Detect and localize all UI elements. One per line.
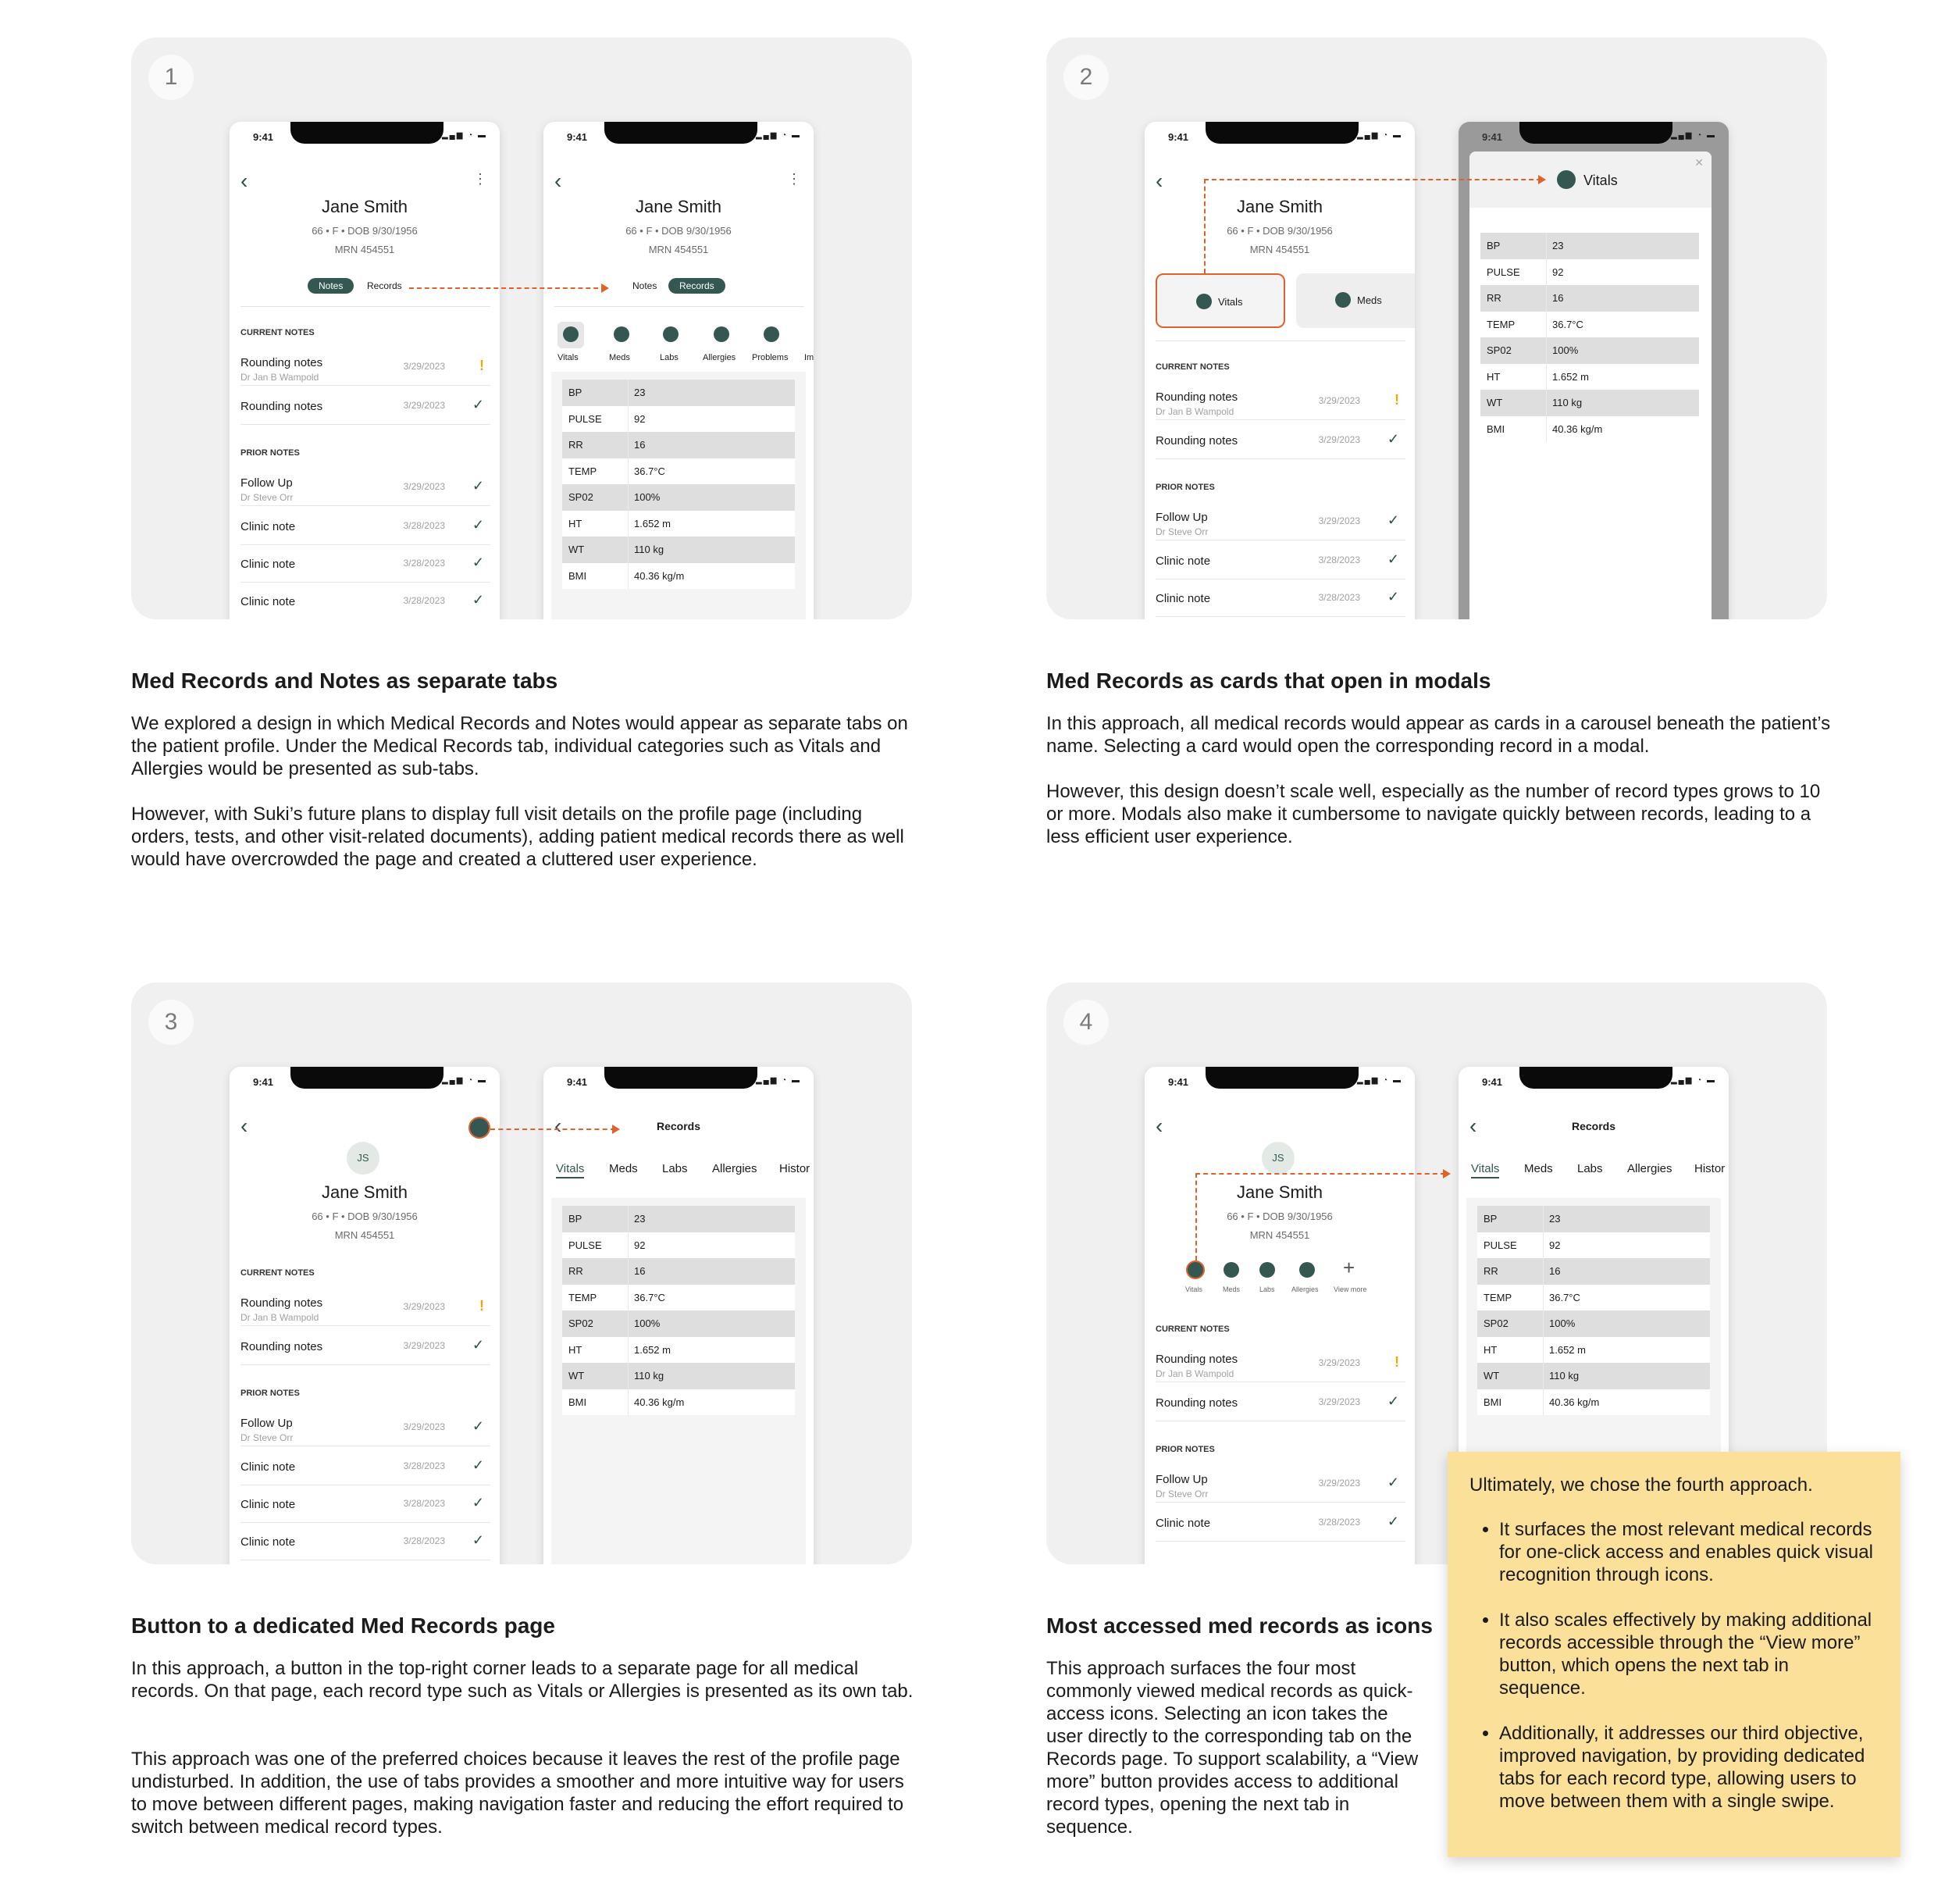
section-current: CURRENT NOTES [1156,1325,1230,1334]
patient-info: 66 • F • DOB 9/30/1956 [312,1211,418,1222]
card-vitals[interactable] [1156,273,1285,328]
phone-profile [230,1067,500,1564]
phone-modal [1459,122,1729,619]
note-title: Follow Up [1156,511,1208,524]
patient-info: 66 • F • DOB 9/30/1956 [1227,225,1333,237]
vital-row: PULSE 92 [562,1232,795,1259]
note-row[interactable] [240,1448,490,1485]
paragraph-3a: In this approach, a button in the top-right corner leads to a separate page for all medical records. On that page, each record type such as Vitals or Allergies is presented as its own tab. [131,1658,914,1702]
status-time: 9:41 [1482,1076,1503,1088]
tab-allergies[interactable]: Allergies [1627,1162,1672,1175]
note-title: Follow Up [240,1417,293,1430]
note-date: 3/28/2023 [1318,554,1360,565]
note-date: 3/28/2023 [403,595,445,606]
patient-info: 66 • F • DOB 9/30/1956 [312,225,418,237]
icon-label-labs: Labs [660,353,679,362]
check-icon: ✓ [472,554,484,570]
note-row[interactable] [240,387,490,425]
patient-info: 66 • F • DOB 9/30/1956 [1227,1211,1333,1222]
vital-row: BMI 40.36 kg/m [562,1389,795,1416]
note-author: Dr Jan B Wampold [1156,1368,1234,1379]
card-label: Vitals [1218,296,1243,308]
note-row[interactable] [1156,579,1405,617]
notch [290,1067,443,1089]
note-title: Rounding notes [240,400,323,413]
check-icon: ✓ [1387,589,1399,604]
icon-label-view-more: View more [1334,1285,1367,1293]
problems-icon[interactable] [764,326,779,346]
notch [290,122,443,144]
meds-icon [1335,292,1351,308]
note-date: 3/28/2023 [403,520,445,531]
status-icons: ▂▄▆ ◔ ▬ [1356,131,1402,140]
note-author: Dr Steve Orr [1156,526,1209,537]
note-row[interactable] [1156,383,1405,420]
status-icons: ▂▄▆ ◔ ▬ [441,131,487,140]
section-current: CURRENT NOTES [240,1268,315,1278]
vital-row: HT 1.652 m [562,511,795,537]
status-time: 9:41 [253,1076,274,1088]
flow-arrow [1204,179,1206,273]
check-icon: ✓ [472,1495,484,1510]
status-icons: ▂▄▆ ◔ ▬ [1356,1076,1402,1085]
note-title: Follow Up [1156,1473,1208,1486]
icon-label-labs: Labs [1259,1285,1275,1293]
status-time: 9:41 [567,131,588,143]
note-title: Rounding notes [1156,434,1238,447]
arrow-head [1538,175,1546,184]
tab-notes[interactable]: Notes [308,278,354,294]
note-title: Clinic note [240,558,296,571]
status-icons: ▂▄▆ ◔ ▬ [1670,1076,1716,1085]
note-date: 3/29/2023 [403,1421,445,1432]
panel-3 [131,982,912,1564]
patient-mrn: MRN 454551 [1249,244,1310,255]
tab-history[interactable]: Histor [779,1162,810,1175]
note-date: 3/28/2023 [403,1460,445,1471]
tab-vitals[interactable]: Vitals [1471,1162,1499,1178]
icon-label-meds: Meds [609,353,630,362]
vital-row: TEMP 36.7°C [1477,1285,1710,1311]
vital-row: SP02 100% [1480,337,1699,364]
vital-row: WT 110 kg [562,537,795,563]
vital-row: BP 23 [1480,233,1699,259]
warning-icon: ! [1395,1354,1399,1370]
flow-arrow [1195,1173,1197,1260]
vital-row: PULSE 92 [1477,1232,1710,1259]
sticky-bullet: • Additionally, it addresses our third objective, improved navigation, by providing dedicated tabs for each record type, allowing users to move between them with a single swipe. [1499,1722,1879,1813]
note-author: Dr Steve Orr [240,1432,294,1443]
check-icon: ✓ [472,1337,484,1353]
vital-row: SP02 100% [1477,1310,1710,1337]
vitals-icon [1557,170,1576,189]
note-date: 3/28/2023 [403,1535,445,1546]
tab-meds[interactable]: Meds [609,1162,638,1175]
note-title: Follow Up [240,476,293,490]
meds-icon[interactable] [614,326,629,346]
note-date: 3/29/2023 [403,481,445,492]
caption-4: Most accessed med records as icons [1046,1613,1433,1638]
note-title: Clinic note [240,1535,296,1549]
notch [604,122,757,144]
flow-arrow [1204,179,1541,180]
note-row[interactable] [240,1485,490,1523]
back-icon[interactable]: ‹ [554,1114,562,1138]
avatar: JS [1262,1142,1295,1175]
vital-row: RR 16 [562,432,795,458]
patient-mrn: MRN 454551 [648,244,709,255]
back-icon[interactable]: ‹ [1156,169,1163,193]
note-date: 3/29/2023 [1318,395,1360,406]
patient-info: 66 • F • DOB 9/30/1956 [625,225,732,237]
vital-row: TEMP 36.7°C [562,1285,795,1311]
vital-row: TEMP 36.7°C [1480,312,1699,338]
vitals-table [1477,1206,1710,1415]
vitals-table [562,380,795,589]
icon-label-vitals: Vitals [557,353,579,362]
flow-arrow [1195,1173,1445,1175]
note-title: Clinic note [240,1460,296,1474]
patient-name: Jane Smith [321,1182,408,1202]
sticky-note [1448,1452,1900,1857]
note-date: 3/29/2023 [403,400,445,411]
card-meds[interactable] [1296,273,1415,328]
note-date: 3/28/2023 [403,1498,445,1509]
vital-row: TEMP 36.7°C [562,458,795,485]
note-author: Dr Jan B Wampold [1156,406,1234,417]
note-title: Clinic note [240,1498,296,1511]
patient-name: Jane Smith [635,197,722,216]
note-date: 3/29/2023 [1318,1396,1360,1407]
arrow-head [1443,1169,1451,1178]
modal-title: Vitals [1583,173,1618,188]
phone-icons [1145,1067,1415,1564]
vital-row: BMI 40.36 kg/m [1477,1389,1710,1416]
status-icons: ▂▄▆ ◔ ▬ [1670,131,1716,140]
note-row[interactable] [240,348,490,386]
note-author: Dr Steve Orr [1156,1489,1209,1499]
vitals-table [1480,233,1699,442]
vitals-icon [1196,294,1212,309]
patient-name: Jane Smith [1236,197,1323,216]
tab-labs[interactable]: Labs [1577,1162,1603,1175]
vital-row: RR 16 [1477,1258,1710,1285]
vital-row: BMI 40.36 kg/m [1480,416,1699,443]
tab-records[interactable]: Records [668,278,725,294]
vitals-table [562,1206,795,1415]
check-icon: ✓ [1387,1393,1399,1409]
note-title: Rounding notes [240,356,323,369]
check-icon: ✓ [1387,1474,1399,1490]
notch [604,1067,757,1089]
tab-vitals[interactable]: Vitals [556,1162,584,1178]
patient-name: Jane Smith [1236,1182,1323,1202]
vitals-icon[interactable] [563,326,579,346]
close-icon[interactable]: ✕ [1694,156,1704,169]
section-current: CURRENT NOTES [240,328,315,337]
check-icon: ✓ [472,592,484,608]
panel-number: 3 [148,1000,194,1045]
note-date: 3/29/2023 [1318,1478,1360,1489]
tab-allergies[interactable]: Allergies [712,1162,757,1175]
note-title: Clinic note [1156,592,1211,605]
allergies-icon[interactable] [714,326,729,346]
vitals-modal [1469,152,1712,619]
allergies-icon[interactable] [1299,1262,1315,1278]
page-title: Records [1571,1120,1616,1132]
note-row[interactable] [240,583,490,619]
back-icon[interactable]: ‹ [554,169,562,193]
vital-row: RR 16 [1480,285,1699,312]
note-row[interactable] [240,469,490,506]
status-icons: ▂▄▆ ◔ ▬ [755,1076,801,1085]
icon-label-meds: Meds [1223,1285,1241,1293]
caption-3: Button to a dedicated Med Records page [131,1613,555,1638]
back-icon[interactable]: ‹ [1469,1114,1477,1138]
section-prior: PRIOR NOTES [1156,483,1215,492]
card-label: Meds [1357,294,1382,306]
status-icons: ▂▄▆ ◔ ▬ [441,1076,487,1085]
status-time: 9:41 [567,1076,588,1088]
check-icon: ✓ [472,397,484,412]
page-title: Records [656,1120,701,1132]
patient-name: Jane Smith [321,197,408,216]
note-row[interactable] [240,508,490,545]
note-date: 3/28/2023 [403,558,445,569]
warning-icon: ! [1395,392,1399,408]
flow-arrow [490,1128,615,1130]
patient-mrn: MRN 454551 [1249,1229,1310,1241]
flow-arrow [409,287,606,289]
back-icon[interactable]: ‹ [240,1114,248,1138]
phone-notes [230,122,500,619]
vital-row: PULSE 92 [1480,259,1699,286]
records-button[interactable] [468,1117,490,1139]
warning-icon: ! [479,358,484,373]
plus-icon[interactable]: + [1343,1256,1355,1279]
icon-label-allergies: Allergies [703,353,736,362]
vital-row: PULSE 92 [562,406,795,433]
note-date: 3/29/2023 [1318,515,1360,526]
note-author: Dr Jan B Wampold [240,1312,319,1323]
icon-label-allergies: Allergies [1291,1285,1319,1293]
section-prior: PRIOR NOTES [240,448,300,458]
vital-row: HT 1.652 m [562,1337,795,1364]
tab-labs[interactable]: Labs [662,1162,688,1175]
more-icon[interactable]: ⋮ [787,171,801,187]
arrow-head [612,1125,620,1134]
note-title: Rounding notes [240,1340,323,1353]
vital-row: HT 1.652 m [1477,1337,1710,1364]
sticky-intro: Ultimately, we chose the fourth approach. [1469,1474,1813,1496]
vital-row: HT 1.652 m [1480,364,1699,390]
paragraph-2b: However, this design doesn’t scale well, especially as the number of record types grows to 10 or more. Modals also make it cumbersome to navigate quickly between records, leading to a less efficient user experience. [1046,781,1821,847]
note-title: Clinic note [240,595,296,608]
note-row[interactable] [1156,1345,1405,1382]
note-row[interactable] [240,1523,490,1560]
note-author: Dr Steve Orr [240,492,294,503]
note-date: 3/28/2023 [1318,1517,1360,1528]
section-current: CURRENT NOTES [1156,362,1230,372]
vital-row: SP02 100% [562,484,795,511]
check-icon: ✓ [1387,1514,1399,1529]
vital-row: WT 110 kg [1477,1363,1710,1389]
vital-row: SP02 100% [562,1310,795,1337]
sticky-bullet: • It also scales effectively by making additional records accessible through the “View more” button, which opens the next tab in sequence. [1499,1609,1879,1699]
check-icon: ✓ [472,478,484,494]
note-row[interactable] [240,1289,490,1326]
paragraph-1b: However, with Suki’s future plans to display full visit details on the profile page (including orders, tests, and other visit-related documents), adding patient medical records there as well would have overcrowded the page and created a cluttered user experience. [131,804,904,870]
warning-icon: ! [479,1298,484,1314]
icon-label-im: Im [804,353,814,362]
note-date: 3/29/2023 [403,1301,445,1312]
section-prior: PRIOR NOTES [240,1389,300,1398]
patient-mrn: MRN 454551 [334,244,395,255]
check-icon: ✓ [472,1532,484,1548]
more-icon[interactable]: ⋮ [473,171,487,187]
paragraph-4: This approach surfaces the four most commonly viewed medical records as quick-access icons. Selecting an icon takes the user directly to the corresponding tab on the Records page. To support scalability, a “View more” button provides access to additional record types, opening the next tab in sequence. [1046,1658,1419,1838]
labs-icon[interactable] [663,326,679,346]
status-time: 9:41 [1168,1076,1189,1088]
check-icon: ✓ [472,1457,484,1473]
section-prior: PRIOR NOTES [1156,1445,1215,1454]
vital-row: BP 23 [562,1206,795,1232]
note-row[interactable] [1156,1384,1405,1421]
status-time: 9:41 [253,131,274,143]
phone-cards [1145,122,1415,619]
vital-row: RR 16 [562,1258,795,1285]
vital-row: BP 23 [1477,1206,1710,1232]
meds-icon[interactable] [1224,1262,1239,1278]
tab-history[interactable]: Histor [1694,1162,1726,1175]
paragraph-2a: In this approach, all medical records would appear as cards in a carousel beneath the patient’s name. Selecting a card would open the corresponding record in a modal. [1046,713,1831,757]
check-icon: ✓ [1387,512,1399,528]
panel-number: 2 [1063,55,1109,100]
check-icon: ✓ [1387,551,1399,567]
status-time: 9:41 [1482,131,1503,143]
icon-label-problems: Problems [752,353,789,362]
notch [1206,122,1359,144]
patient-mrn: MRN 454551 [334,1229,395,1241]
status-time: 9:41 [1168,131,1189,143]
note-title: Clinic note [1156,554,1211,568]
paragraph-3b: This approach was one of the preferred choices because it leaves the rest of the profile page undisturbed. In addition, the use of tabs provides a smoother and more intuitive way for users to move between different pages, making navigation faster and reducing the effort required to switch between medical record types. [131,1749,904,1838]
divider [240,306,490,307]
check-icon: ✓ [1387,431,1399,447]
vitals-icon[interactable] [1186,1260,1205,1279]
avatar: JS [347,1142,379,1175]
note-row[interactable] [240,1409,490,1446]
check-icon: ✓ [472,517,484,533]
note-title: Clinic note [240,520,296,533]
panel-number: 4 [1063,1000,1109,1045]
note-date: 3/29/2023 [1318,1357,1360,1368]
panel-2 [1046,37,1827,619]
note-date: 3/29/2023 [1318,434,1360,445]
labs-icon[interactable] [1259,1262,1275,1278]
tab-records[interactable]: Records [367,280,402,291]
note-title: Rounding notes [1156,390,1238,404]
note-title: Clinic note [1156,1517,1211,1530]
notch [1519,122,1672,144]
note-date: 3/29/2023 [403,361,445,372]
vital-row: WT 110 kg [562,1363,795,1389]
note-row[interactable] [1156,1504,1405,1542]
back-icon[interactable]: ‹ [240,169,248,193]
panel-number: 1 [148,55,194,100]
tab-meds[interactable]: Meds [1524,1162,1553,1175]
note-date: 3/28/2023 [1318,592,1360,603]
vital-row: BMI 40.36 kg/m [562,563,795,590]
note-title: Rounding notes [1156,1353,1238,1366]
sticky-list [1469,1518,1879,1813]
back-icon[interactable]: ‹ [1156,1114,1163,1138]
notch [1206,1067,1359,1089]
vital-row: WT 110 kg [1480,390,1699,416]
note-title: Rounding notes [240,1296,323,1310]
note-row[interactable] [1156,422,1405,459]
caption-2: Med Records as cards that open in modals [1046,669,1491,693]
phone-records [543,122,814,619]
note-row[interactable] [240,1328,490,1365]
panel-1 [131,37,912,619]
note-row[interactable] [1156,542,1405,579]
note-row[interactable] [1156,1465,1405,1503]
vital-row: BP 23 [562,380,795,406]
status-icons: ▂▄▆ ◔ ▬ [755,131,801,140]
phone-records-page [543,1067,814,1564]
notch [1519,1067,1672,1089]
sticky-bullet: • It surfaces the most relevant medical records for one-click access and enables quick visual recognition through icons. [1499,1518,1879,1586]
arrow-head [601,283,609,293]
note-row[interactable] [1156,503,1405,540]
caption-1: Med Records and Notes as separate tabs [131,669,558,693]
note-title: Rounding notes [1156,1396,1238,1410]
tab-notes[interactable]: Notes [632,280,657,291]
icon-label-vitals: Vitals [1185,1285,1202,1293]
note-row[interactable] [240,545,490,583]
note-date: 3/29/2023 [403,1340,445,1351]
note-author: Dr Jan B Wampold [240,372,319,383]
divider [554,306,804,307]
paragraph-1a: We explored a design in which Medical Records and Notes would appear as separate tabs on the patient profile. Under the Medical Records tab, individual categories such as Vitals and Allergies would be presented as sub-tabs. [131,713,908,779]
check-icon: ✓ [472,1418,484,1434]
